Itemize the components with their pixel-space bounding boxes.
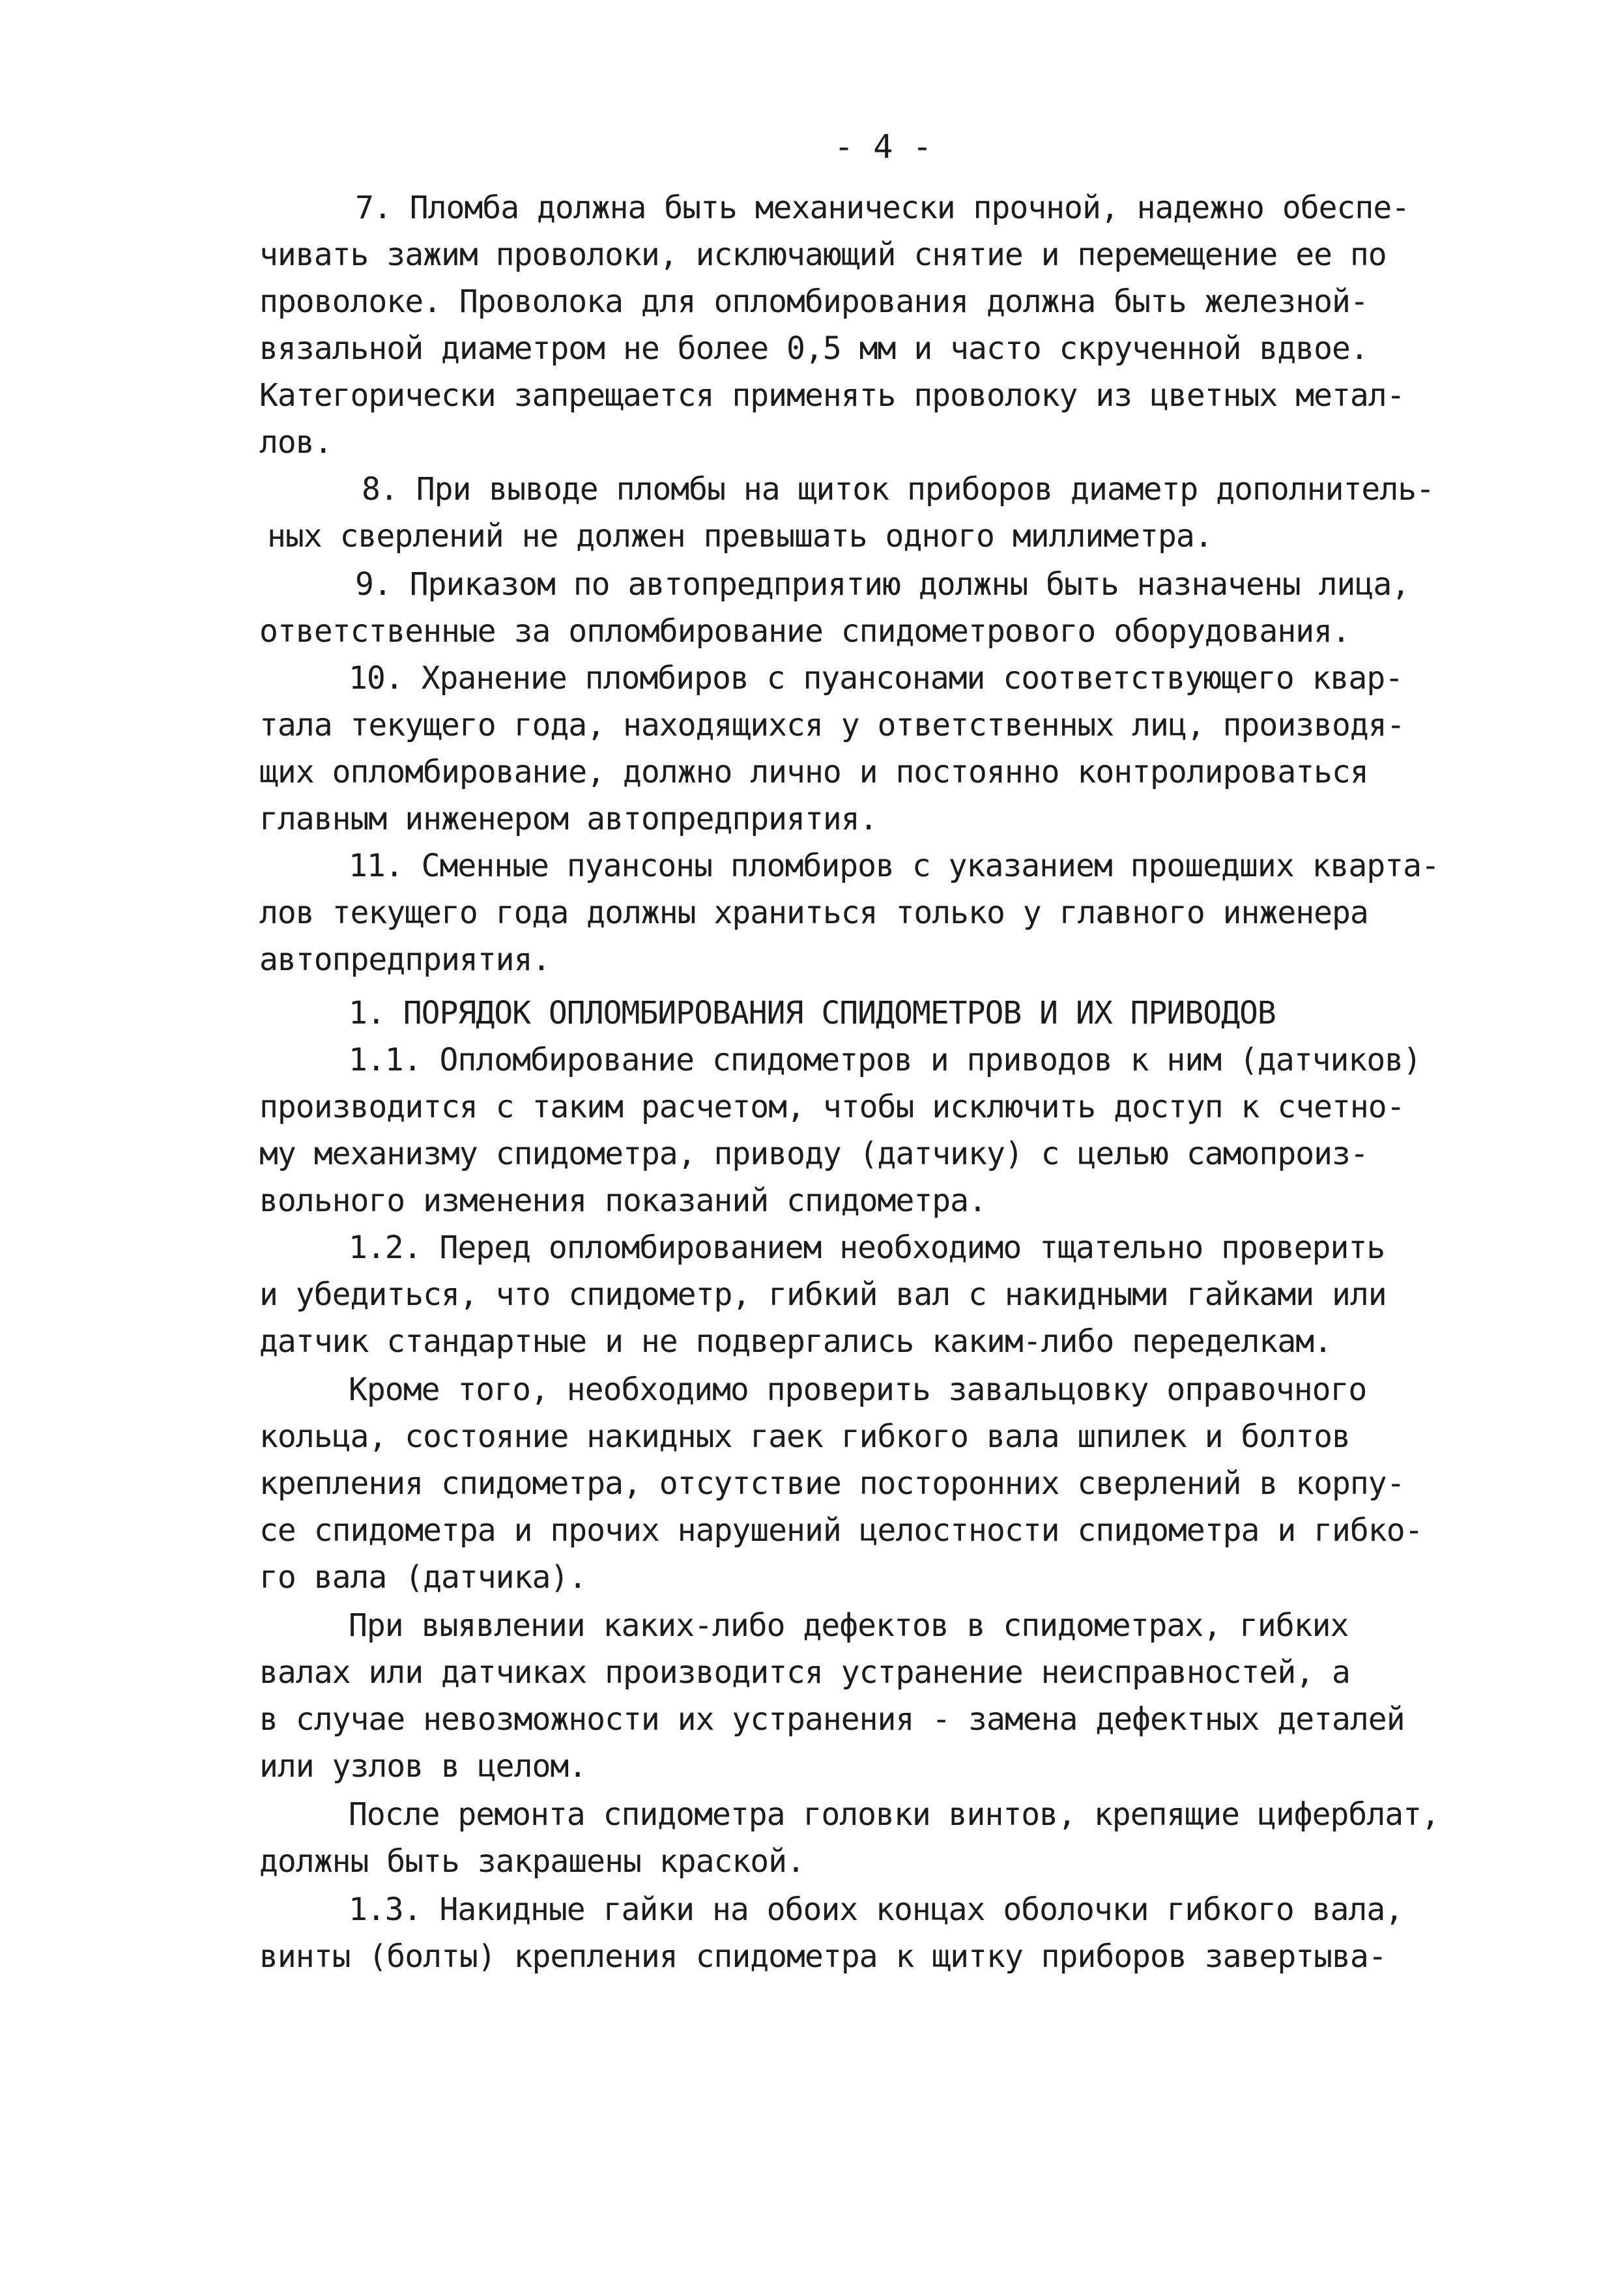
text-line: валах или датчиках производится устранение неисправностей, а: [259, 1654, 1350, 1691]
text-line: лов текущего года должны храниться только у главного инженера: [259, 895, 1368, 931]
text-line: крепления спидометра, отсутствие посторонних сверлений в корпу-: [259, 1465, 1405, 1502]
text-line: После ремонта спидометра головки винтов, крепящие циферблат,: [349, 1796, 1439, 1833]
text-line: го вала (датчика).: [259, 1559, 587, 1596]
text-line: автопредприятия.: [259, 941, 551, 978]
text-line: должны быть закрашены краской.: [259, 1843, 805, 1880]
text-line: вольного изменения показаний спидометра.: [259, 1183, 986, 1219]
text-line: или узлов в целом.: [259, 1748, 587, 1785]
text-line: 9. Приказом по автопредприятию должны быть назначены лица,: [355, 566, 1410, 603]
text-line: тала текущего года, находящихся у ответственных лиц, производя-: [259, 707, 1405, 743]
text-line: се спидометра и прочих нарушений целостности спидометра и гибко-: [259, 1512, 1423, 1549]
text-line: производится с таким расчетом, чтобы исключить доступ к счетно-: [259, 1089, 1405, 1125]
text-line: ных сверлений не должен превышать одного миллиметра.: [267, 518, 1213, 554]
text-line: датчик стандартные и не подвергались каким-либо переделкам.: [259, 1323, 1332, 1360]
text-line: в случае невозможности их устранения - замена дефектных деталей: [259, 1701, 1405, 1738]
text-line: проволоке. Проволока для опломбирования должна быть железной-: [259, 283, 1368, 320]
text-line: кольца, состояние накидных гаек гибкого вала шпилек и болтов: [259, 1418, 1350, 1455]
text-line: Категорически запрещается применять проволоку из цветных метал-: [259, 377, 1405, 414]
text-line: ответственные за опломбирование спидометрового оборудования.: [259, 613, 1350, 650]
text-line: 1.1. Опломбирование спидометров и приводов к ним (датчиков): [349, 1042, 1422, 1078]
text-line: му механизму спидометра, приводу (датчику) с целью самопроиз-: [259, 1136, 1368, 1172]
text-line: щих опломбирование, должно лично и постоянно контролироваться: [259, 754, 1368, 790]
text-line: и убедиться, что спидометр, гибкий вал с накидными гайками или: [259, 1276, 1387, 1313]
page-number: - 4 -: [834, 128, 932, 165]
text-line: 1.3. Накидные гайки на обоих концах оболочки гибкого вала,: [349, 1891, 1403, 1928]
text-line: 11. Сменные пуансоны пломбиров с указанием прошедших кварта-: [349, 848, 1439, 884]
text-line: чивать зажим проволоки, исключающий снятие и перемещение ее по: [259, 237, 1387, 273]
text-line: вязальной диаметром не более 0,5 мм и часто скрученной вдвое.: [259, 330, 1368, 367]
text-line: главным инженером автопредприятия.: [259, 801, 878, 837]
section-heading: 1. ПОРЯДОК ОПЛОМБИРОВАНИЯ СПИДОМЕТРОВ И ИХ ПРИВОДОВ: [349, 995, 1276, 1031]
text-line: Кроме того, необходимо проверить завальцовку оправочного: [349, 1371, 1367, 1408]
text-line: лов.: [259, 424, 332, 461]
text-line: 10. Хранение пломбиров с пуансонами соответствующего квар-: [349, 660, 1403, 696]
text-line: 8. При выводе пломбы на щиток приборов диаметр дополнитель-: [362, 471, 1435, 508]
text-line: винты (болты) крепления спидометра к щитку приборов завертыва-: [259, 1938, 1387, 1975]
text-line: 7. Пломба должна быть механически прочной, надежно обеспе-: [355, 190, 1410, 226]
text-line: 1.2. Перед опломбированием необходимо тщательно проверить: [349, 1229, 1385, 1266]
text-line: При выявлении каких-либо дефектов в спидометрах, гибких: [349, 1607, 1349, 1644]
